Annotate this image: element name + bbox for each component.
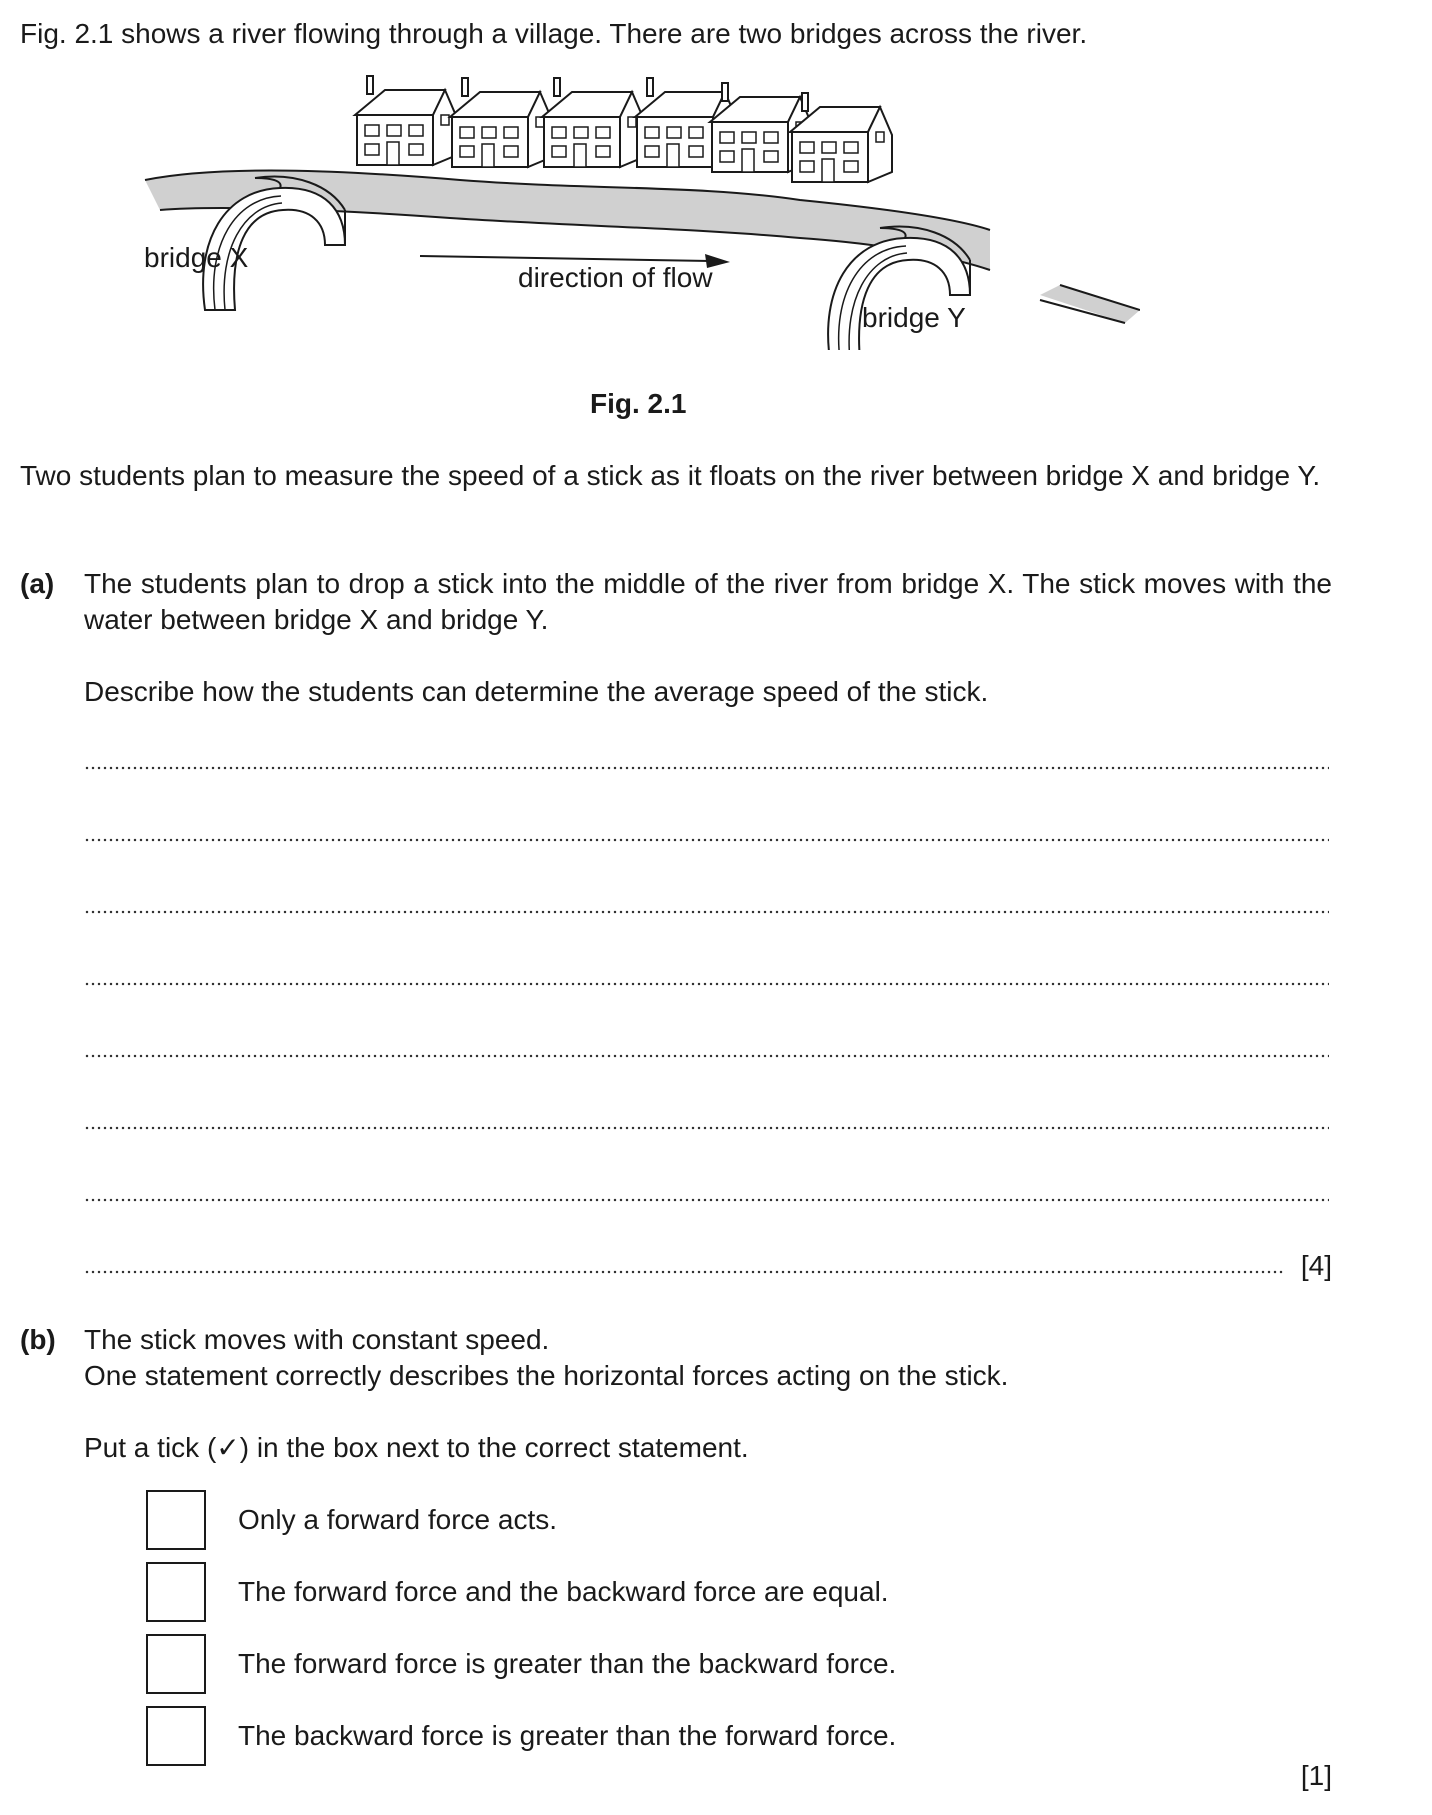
house-drawing bbox=[355, 76, 457, 165]
flow-direction-label: direction of flow bbox=[518, 262, 713, 293]
part-b-line-2: One statement correctly describes the horizontal forces acting on the stick. bbox=[84, 1360, 1009, 1391]
river-village-figure bbox=[140, 70, 1140, 350]
option-1-text: Only a forward force acts. bbox=[238, 1504, 558, 1535]
context-paragraph: Two students plan to measure the speed of a stick as it floats on the river between bridge X and bridge Y. bbox=[20, 460, 1321, 491]
option-4-text: The backward force is greater than the forward force. bbox=[238, 1720, 897, 1751]
answer-line-5[interactable] bbox=[84, 1052, 1329, 1060]
part-a-marks: [4] bbox=[1300, 1250, 1332, 1281]
house-drawing bbox=[450, 78, 552, 167]
answer-line-1[interactable] bbox=[84, 764, 1329, 772]
part-b-marks: [1] bbox=[1300, 1760, 1332, 1791]
option-3-text: The forward force is greater than the backward force. bbox=[238, 1648, 897, 1679]
intro-text: Fig. 2.1 shows a river flowing through a village. There are two bridges across the river. bbox=[20, 18, 1088, 49]
flow-arrow-line bbox=[420, 256, 710, 261]
option-2-text: The forward force and the backward force are equal. bbox=[238, 1576, 889, 1607]
part-b-instruction: Put a tick (✓) in the box next to the correct statement. bbox=[84, 1432, 749, 1463]
answer-line-3[interactable] bbox=[84, 908, 1329, 916]
part-a-instruction: Describe how the students can determine the average speed of the stick. bbox=[84, 676, 989, 707]
tick-box-option-1[interactable] bbox=[146, 1490, 206, 1550]
village-houses bbox=[355, 76, 892, 182]
river-village-illustration bbox=[140, 70, 1140, 350]
answer-line-4[interactable] bbox=[84, 980, 1329, 988]
figure-caption: Fig. 2.1 bbox=[590, 388, 687, 419]
house-drawing bbox=[790, 93, 892, 182]
tick-box-option-2[interactable] bbox=[146, 1562, 206, 1622]
part-a-text: The students plan to drop a stick into the middle of the river from bridge X. The stick moves with the water between bridge X and bridge Y. bbox=[84, 568, 1332, 635]
answer-line-6[interactable] bbox=[84, 1124, 1329, 1132]
tick-box-option-4[interactable] bbox=[146, 1706, 206, 1766]
tick-box-option-3[interactable] bbox=[146, 1634, 206, 1694]
part-b-line-1: The stick moves with constant speed. bbox=[84, 1324, 550, 1355]
part-a-label: (a) bbox=[20, 568, 55, 599]
answer-line-8[interactable] bbox=[84, 1268, 1284, 1276]
part-b-label: (b) bbox=[20, 1324, 56, 1355]
house-drawing bbox=[542, 78, 644, 167]
bridge-y-label: bridge Y bbox=[862, 302, 966, 333]
bridge-x-label: bridge X bbox=[144, 242, 249, 273]
answer-line-2[interactable] bbox=[84, 836, 1329, 844]
answer-line-7[interactable] bbox=[84, 1196, 1329, 1204]
